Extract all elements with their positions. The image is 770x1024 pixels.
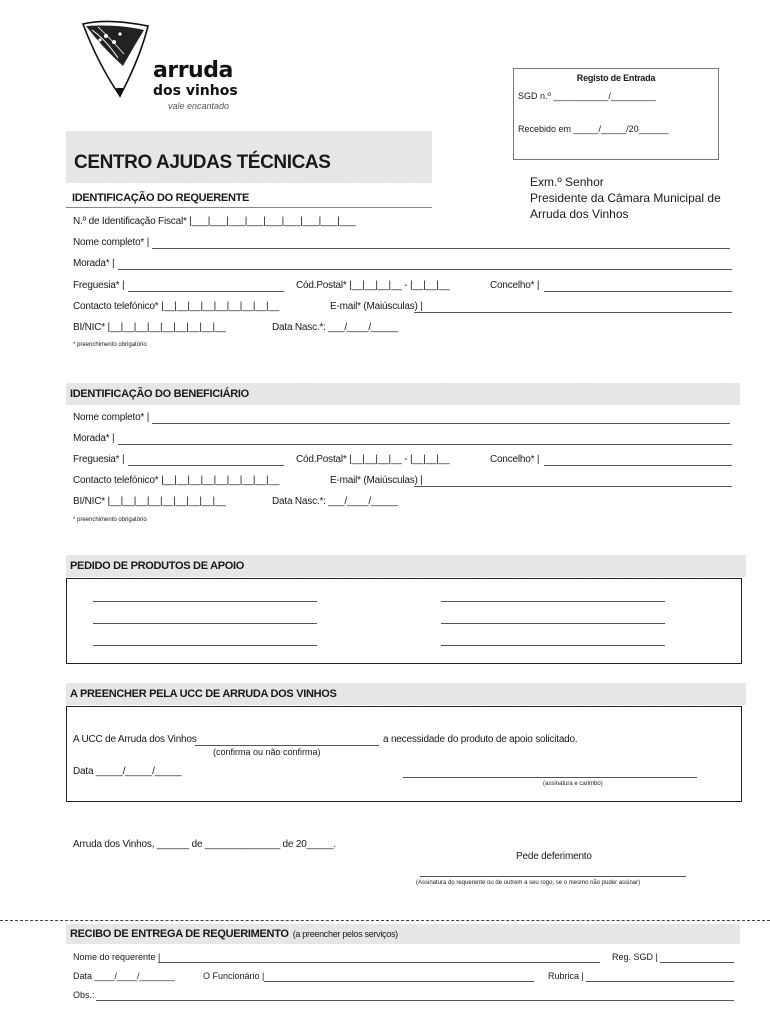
requerente-heading: IDENTIFICAÇÃO DO REQUERENTE xyxy=(72,192,250,204)
recibo-rubrica-label: Rubrica | xyxy=(548,971,584,981)
ben-note: * preenchimento obrigatório xyxy=(73,517,147,523)
recibo-reg-field[interactable] xyxy=(660,962,734,963)
req-contacto[interactable]: Contacto telefónico* |__|__|__|__|__|__|__|__|__ xyxy=(73,301,280,312)
recibo-heading-note: (a preencher pelos serviços) xyxy=(292,929,398,939)
page-title: CENTRO AJUDAS TÉCNICAS xyxy=(74,152,331,173)
pedido-line-2a[interactable] xyxy=(93,623,317,624)
logo-emblem-icon xyxy=(78,18,158,102)
recibo-nome-field[interactable] xyxy=(158,962,600,963)
ucc-assinatura-hint: (assinatura e carimbo) xyxy=(543,781,603,787)
req-morada-label: Morada* | xyxy=(73,258,115,269)
req-note: * preenchimento obrigatório xyxy=(73,342,147,348)
recibo-data[interactable]: Data ____/____/_______ xyxy=(73,971,175,981)
ben-bi[interactable]: BI/NIC* |__|__|__|__|__|__|__|__|__ xyxy=(73,496,226,507)
ben-nasc[interactable]: Data Nasc.*: ___/____/_____ xyxy=(272,496,398,507)
ucc-text-b: a necessidade do produto de apoio solicitado. xyxy=(383,734,578,745)
footer-deferimento: Pede deferimento xyxy=(516,851,592,862)
beneficiario-heading: IDENTIFICAÇÃO DO BENEFICIÁRIO xyxy=(70,388,249,400)
ben-email-label: E-mail* (Maiúsculas) | xyxy=(330,475,423,486)
ben-morada-label: Morada* | xyxy=(73,433,115,444)
logo-tagline: vale encantado xyxy=(168,101,230,111)
ben-morada-field[interactable] xyxy=(118,444,732,445)
ucc-data[interactable]: Data _____/_____/_____ xyxy=(73,766,182,777)
ucc-heading: A PREENCHER PELA UCC DE ARRUDA DOS VINHOS xyxy=(70,688,337,700)
ben-concelho-field[interactable] xyxy=(544,465,732,466)
recibo-nome-label: Nome do requerente | xyxy=(73,952,161,962)
logo xyxy=(78,18,258,118)
req-concelho-label: Concelho* | xyxy=(490,280,540,291)
pedido-line-1a[interactable] xyxy=(93,601,317,602)
req-nasc[interactable]: Data Nasc.*: ___/____/_____ xyxy=(272,322,398,333)
req-bi[interactable]: BI/NIC* |__|__|__|__|__|__|__|__|__ xyxy=(73,322,226,333)
recibo-rubrica-field[interactable] xyxy=(586,981,734,982)
recibo-heading: RECIBO DE ENTREGA DE REQUERIMENTO xyxy=(70,928,289,940)
addressee-line-2: Presidente da Câmara Municipal de xyxy=(530,191,721,205)
recibo-funcionario-field[interactable] xyxy=(264,981,534,982)
pedido-heading-bar xyxy=(66,555,746,577)
ben-nome-field[interactable] xyxy=(152,423,730,424)
addressee-line-3: Arruda dos Vinhos xyxy=(530,207,629,221)
ucc-text-a: A UCC de Arruda dos Vinhos xyxy=(73,734,197,745)
req-codpostal[interactable]: Cód.Postal* |__|__|__|__ - |__|__|__ xyxy=(296,280,450,291)
recibo-reg-label: Reg. SGD | xyxy=(612,952,658,962)
req-nome-field[interactable] xyxy=(152,248,730,249)
pedido-line-3a[interactable] xyxy=(93,645,317,646)
cut-line xyxy=(0,920,770,921)
ucc-confirma-field[interactable] xyxy=(195,745,379,746)
pedido-heading: PEDIDO DE PRODUTOS DE APOIO xyxy=(70,560,245,572)
ben-contacto[interactable]: Contacto telefónico* |__|__|__|__|__|__|__|__|__ xyxy=(73,475,280,486)
ben-freguesia-field[interactable] xyxy=(128,465,284,466)
ucc-box xyxy=(66,706,742,802)
ben-email-field[interactable] xyxy=(414,486,732,487)
ben-nome-label: Nome completo* | xyxy=(73,412,150,423)
page-title-bar xyxy=(66,131,432,183)
ucc-confirma-hint: (confirma ou não confirma) xyxy=(213,747,321,757)
addressee-line-1: Exm.º Senhor xyxy=(530,175,604,189)
beneficiario-heading-bar xyxy=(66,383,740,405)
req-concelho-field[interactable] xyxy=(544,291,732,292)
recibo-funcionario-label: O Funcionário | xyxy=(203,971,265,981)
registo-recebido: Recebido em _____/_____/20______ xyxy=(518,124,669,134)
registo-sgd: SGD n.º ___________/_________ xyxy=(518,91,656,101)
recibo-obs-field[interactable] xyxy=(96,1000,734,1001)
footer-assinatura-hint: (Assinatura do requerente ou de outrem a seu rogo, se o mesmo não puder assinar) xyxy=(416,880,641,886)
req-nif[interactable]: N.º de Identificação Fiscal* |___|___|___|___|___|___|___|___|___ xyxy=(73,216,356,227)
req-email-field[interactable] xyxy=(414,312,732,313)
ucc-assinatura-field[interactable] xyxy=(403,777,697,778)
ben-concelho-label: Concelho* | xyxy=(490,454,540,465)
req-morada-field[interactable] xyxy=(118,269,732,270)
pedido-line-1b[interactable] xyxy=(441,601,665,602)
requerente-heading-rule xyxy=(66,207,432,208)
registo-title: Registo de Entrada xyxy=(576,73,656,83)
footer-assinatura-field[interactable] xyxy=(420,876,686,877)
pedido-line-3b[interactable] xyxy=(441,645,665,646)
registo-box xyxy=(513,68,719,160)
footer-local[interactable]: Arruda dos Vinhos, ______ de ______________ de 20_____. xyxy=(73,839,336,850)
recibo-obs-label: Obs.: xyxy=(73,990,95,1000)
req-nome-label: Nome completo* | xyxy=(73,237,150,248)
req-freguesia-field[interactable] xyxy=(128,291,284,292)
addressee xyxy=(530,174,721,222)
req-freguesia-label: Freguesia* | xyxy=(73,280,125,291)
recibo-heading-bar xyxy=(66,924,740,944)
req-email-label: E-mail* (Maiúsculas) | xyxy=(330,301,423,312)
ucc-heading-bar xyxy=(66,683,746,705)
ben-codpostal[interactable]: Cód.Postal* |__|__|__|__ - |__|__|__ xyxy=(296,454,450,465)
pedido-box xyxy=(66,578,742,664)
ben-freguesia-label: Freguesia* | xyxy=(73,454,125,465)
logo-brand: arruda xyxy=(153,58,233,83)
logo-sub: dos vinhos xyxy=(153,83,238,99)
pedido-line-2b[interactable] xyxy=(441,623,665,624)
